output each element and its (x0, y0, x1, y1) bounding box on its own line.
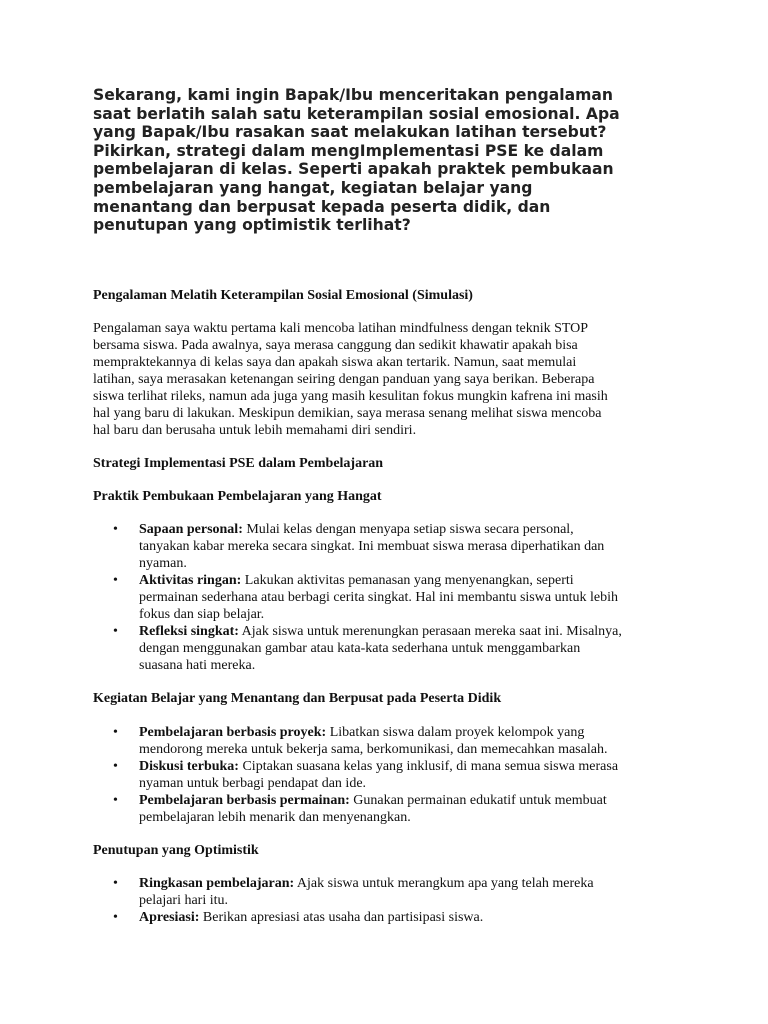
item-text: Gunakan permainan edukatif untuk membuat pembelajaran lebih menarik dan menyenangkan. (139, 793, 607, 825)
item-term: Sapaan personal: (139, 522, 243, 537)
item-text: Ajak siswa untuk merangkum apa yang telah mereka pelajari hari itu. (139, 876, 594, 908)
item-term: Ringkasan pembelajaran: (139, 876, 295, 891)
item-term: Diskusi terbuka: (139, 759, 239, 774)
experience-paragraph: Pengalaman saya waktu pertama kali mencoba latihan mindfulness dengan teknik STOP bersama siswa. Pada awalnya, saya merasa canggung dan sedikit khawatir apakah bisa mempraktekannya di kelas saya dan apakah siswa akan tertarik. Namun, saat memulai latihan, saya merasakan ketenangan seiring dengan panduan yang saya berikan. Beberapa siswa terlihat rileks, namun ada juga yang masih kesulitan fokus mungkin kafrena ini masih hal yang baru di lakukan. Meskipun demikian, saya merasa senang melihat siswa mencoba hal baru dan berusaha untuk lebih memahami diri sendiri. (93, 321, 608, 438)
list-item (93, 909, 693, 926)
activities-heading: Kegiatan Belajar yang Menantang dan Berpusat pada Peserta Didik (93, 691, 502, 706)
strategy-heading: Strategi Implementasi PSE dalam Pembelajaran (93, 456, 384, 471)
bullet-icon: • (113, 793, 118, 808)
bullet-icon: • (113, 910, 118, 925)
bullet-icon: • (113, 876, 118, 891)
item-term: Aktivitas ringan: (139, 573, 242, 588)
item-text: Ciptakan suasana kelas yang inklusif, di mana semua siswa merasa nyaman untuk berbagi pendapat dan ide. (139, 759, 619, 791)
list-item (93, 521, 693, 572)
bullet-icon: • (113, 624, 118, 639)
item-text: Berikan apresiasi atas usaha dan partisipasi siswa. (199, 910, 484, 925)
bullet-icon: • (113, 759, 118, 774)
item-term: Refleksi singkat: (139, 624, 239, 639)
item-text: Lakukan aktivitas pemanasan yang menyenangkan, seperti permainan sederhana atau berbagi cerita singkat. Hal ini membantu siswa untuk lebih fokus dan siap belajar. (139, 573, 618, 622)
list-item (93, 724, 693, 758)
item-term: Apresiasi: (139, 910, 200, 925)
section-heading-experience: Pengalaman Melatih Keterampilan Sosial Emosional (Simulasi) (93, 288, 473, 303)
item-term: Pembelajaran berbasis proyek: (139, 725, 327, 740)
closing-list (93, 875, 693, 926)
bullet-icon: • (113, 522, 118, 537)
list-item (93, 623, 693, 674)
list-item (93, 758, 693, 792)
list-item (93, 875, 693, 909)
prompt-question: Sekarang, kami ingin Bapak/Ibu menceritakan pengalaman saat berlatih salah satu keterampilan sosial emosional. Apa yang Bapak/Ibu rasakan saat melakukan latihan tersebut? Pikirkan, strategi dalam mengImplementasi PSE ke dalam pembelajaran di kelas. Seperti apakah praktek pembukaan pembelajaran yang hangat, kegiatan belajar yang menantang dan berpusat kepada peserta didik, dan penutupan yang optimistik terlihat? (93, 86, 620, 235)
opening-heading: Praktik Pembukaan Pembelajaran yang Hangat (93, 489, 382, 504)
closing-heading: Penutupan yang Optimistik (93, 843, 259, 858)
bullet-icon: • (113, 725, 118, 740)
item-text: Mulai kelas dengan menyapa setiap siswa secara personal, tanyakan kabar mereka secara singkat. Ini membuat siswa merasa diperhatikan dan nyaman. (139, 522, 605, 571)
item-text: Ajak siswa untuk merenungkan perasaan mereka saat ini. Misalnya, dengan menggunakan gambar atau kata-kata sederhana untuk menggambarkan suasana hati mereka. (139, 624, 622, 673)
list-item (93, 572, 693, 623)
item-text: Libatkan siswa dalam proyek kelompok yang mendorong mereka untuk bekerja sama, berkomunikasi, dan memecahkan masalah. (139, 725, 608, 757)
activities-list (93, 724, 693, 826)
bullet-icon: • (113, 573, 118, 588)
list-item (93, 792, 693, 826)
opening-list (93, 521, 693, 674)
item-term: Pembelajaran berbasis permainan: (139, 793, 350, 808)
